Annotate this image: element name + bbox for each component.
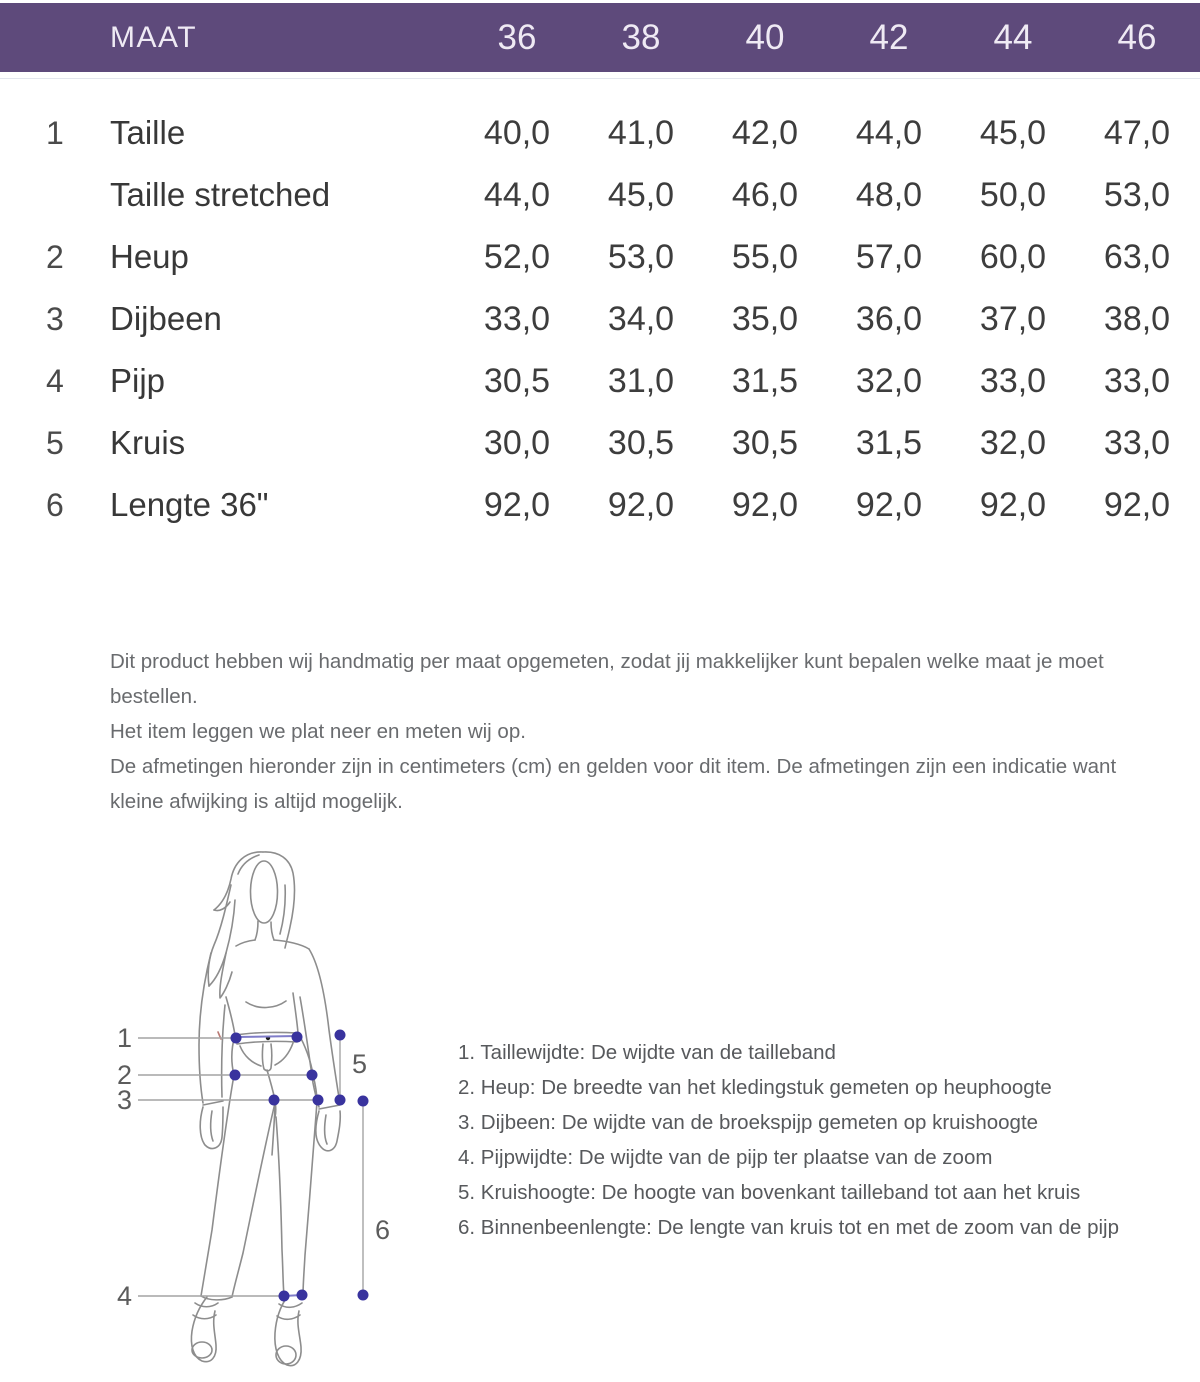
measurement-value: 92,0 xyxy=(855,485,923,524)
table-row xyxy=(40,474,1199,536)
note-line: bestellen. xyxy=(110,685,198,708)
woman-sketch-icon xyxy=(191,852,340,1366)
measure-legend xyxy=(458,1035,1178,1245)
row-label: Kruis xyxy=(110,424,186,461)
measurement-value: 92,0 xyxy=(483,485,551,524)
measurement-value: 32,0 xyxy=(855,361,923,400)
figure-label-3: 3 xyxy=(117,1085,133,1115)
measurement-value: 46,0 xyxy=(731,175,799,214)
row-label: Heup xyxy=(110,238,189,275)
measurement-value: 38,0 xyxy=(1103,299,1171,338)
figure-label-4: 4 xyxy=(117,1281,133,1311)
measurement-value: 53,0 xyxy=(607,237,675,276)
measurement-value: 33,0 xyxy=(1103,361,1171,400)
note-line: kleine afwijking is altijd mogelijk. xyxy=(110,790,403,813)
measurement-lines xyxy=(138,1036,363,1296)
figure-label-5: 5 xyxy=(352,1049,368,1079)
measurement-value: 92,0 xyxy=(979,485,1047,524)
measurement-value: 32,0 xyxy=(979,423,1047,462)
size-column-header: 42 xyxy=(869,17,909,57)
figure-label-6: 6 xyxy=(375,1215,391,1245)
row-number: 2 xyxy=(46,238,64,275)
size-column-header: 38 xyxy=(621,17,661,57)
size-header-row xyxy=(0,3,1200,72)
measurement-value: 35,0 xyxy=(731,299,799,338)
size-table-body xyxy=(40,102,1199,536)
measurement-labels xyxy=(117,1023,390,1311)
measurement-figure xyxy=(95,845,455,1382)
legend-item: 4. Pijpwijdte: De wijdte van de pijp ter plaatse van de zoom xyxy=(458,1146,993,1169)
measurement-value: 30,5 xyxy=(483,361,551,400)
table-row xyxy=(40,164,1199,226)
measurement-value: 50,0 xyxy=(979,175,1047,214)
measurement-value: 37,0 xyxy=(979,299,1047,338)
measurement-dots xyxy=(230,1030,369,1302)
measurement-value: 55,0 xyxy=(731,237,799,276)
note-line: Het item leggen we plat neer en meten wij op. xyxy=(110,720,526,743)
measurement-value: 44,0 xyxy=(483,175,551,214)
table-row xyxy=(40,412,1199,474)
row-label: Taille stretched xyxy=(110,176,331,213)
size-column-header: 44 xyxy=(993,17,1033,57)
figure-label-2: 2 xyxy=(117,1060,133,1090)
measurement-value: 52,0 xyxy=(483,237,551,276)
row-number: 3 xyxy=(46,300,64,337)
measurement-value: 48,0 xyxy=(855,175,923,214)
row-label: Taille xyxy=(110,114,186,151)
measurement-value: 36,0 xyxy=(855,299,923,338)
row-label: Dijbeen xyxy=(110,300,222,337)
row-label: Pijp xyxy=(110,362,166,399)
measurement-value: 45,0 xyxy=(979,113,1047,152)
notes xyxy=(110,644,1180,819)
measurement-value: 57,0 xyxy=(855,237,923,276)
row-number: 6 xyxy=(46,486,64,523)
measurement-value: 42,0 xyxy=(731,113,799,152)
note-line: Dit product hebben wij handmatig per maat opgemeten, zodat jij makkelijker kunt bepalen welke maat je moet xyxy=(110,650,1104,673)
measurement-value: 92,0 xyxy=(607,485,675,524)
table-row xyxy=(40,102,1199,164)
measurement-value: 33,0 xyxy=(1103,423,1171,462)
size-header-label: MAAT xyxy=(110,20,198,54)
legend-item: 1. Taillewijdte: De wijdte van de tailleband xyxy=(458,1041,836,1064)
legend-item: 6. Binnenbeenlengte: De lengte van kruis tot en met de zoom van de pijp xyxy=(458,1216,1119,1239)
row-number: 5 xyxy=(46,424,64,461)
measurement-value: 92,0 xyxy=(731,485,799,524)
figure-section xyxy=(0,845,1200,1382)
measurement-value: 34,0 xyxy=(607,299,675,338)
measurement-value: 92,0 xyxy=(1103,485,1171,524)
measurement-value: 44,0 xyxy=(855,113,923,152)
measurement-value: 45,0 xyxy=(607,175,675,214)
measurement-value: 33,0 xyxy=(979,361,1047,400)
header-divider xyxy=(0,78,1200,79)
measurement-value: 40,0 xyxy=(483,113,551,152)
row-label: Lengte 36" xyxy=(110,486,269,523)
size-column-header: 40 xyxy=(745,17,785,57)
note-line: De afmetingen hieronder zijn in centimeters (cm) en gelden voor dit item. De afmetingen zijn een indicatie want xyxy=(110,755,1117,778)
size-column-header: 46 xyxy=(1117,17,1157,57)
legend-item: 5. Kruishoogte: De hoogte van bovenkant tailleband tot aan het kruis xyxy=(458,1181,1081,1204)
measurement-value: 31,0 xyxy=(607,361,675,400)
measurement-value: 30,0 xyxy=(483,423,551,462)
table-row xyxy=(40,226,1199,288)
figure-label-1: 1 xyxy=(117,1023,133,1053)
row-number: 4 xyxy=(46,362,64,399)
row-number: 1 xyxy=(46,114,64,151)
measurement-value: 47,0 xyxy=(1103,113,1171,152)
measurement-value: 63,0 xyxy=(1103,237,1171,276)
legend-item: 3. Dijbeen: De wijdte van de broekspijp gemeten op kruishoogte xyxy=(458,1111,1039,1134)
measurement-value: 30,5 xyxy=(607,423,675,462)
measurement-value: 60,0 xyxy=(979,237,1047,276)
measurement-value: 33,0 xyxy=(483,299,551,338)
legend-item: 2. Heup: De breedte van het kledingstuk gemeten op heuphoogte xyxy=(458,1076,1052,1099)
size-column-header: 36 xyxy=(497,17,537,57)
measurement-value: 30,5 xyxy=(731,423,799,462)
table-row xyxy=(40,288,1199,350)
measurement-value: 53,0 xyxy=(1103,175,1171,214)
measurement-value: 41,0 xyxy=(607,113,675,152)
table-row xyxy=(40,350,1199,412)
measurement-value: 31,5 xyxy=(731,361,799,400)
measurement-value: 31,5 xyxy=(855,423,923,462)
